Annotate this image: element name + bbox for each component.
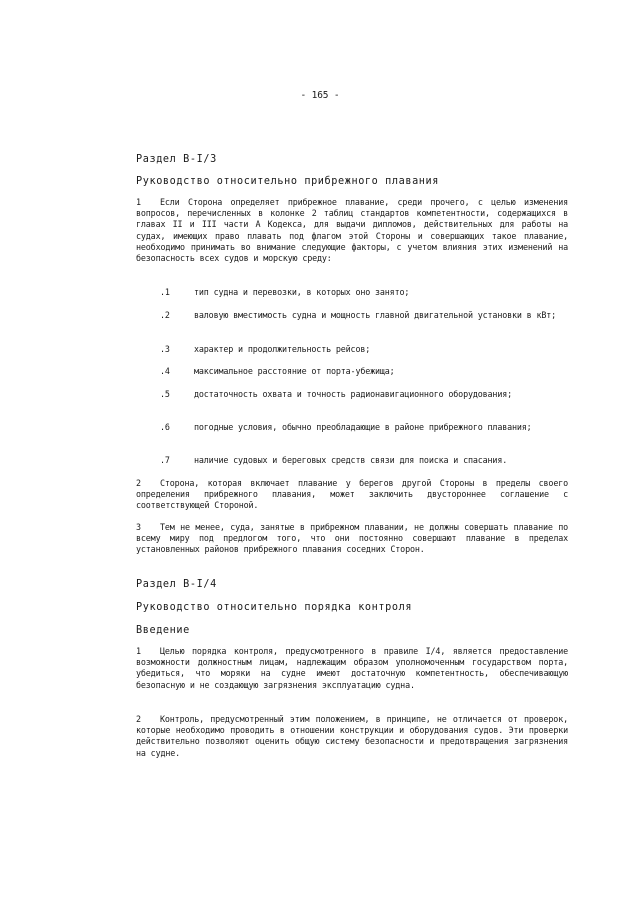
paragraph-number: 2 [136, 714, 141, 724]
page-number: - 165 - [300, 90, 340, 101]
list-item-text: тип судна и перевозки, в которых оно занято; [194, 287, 410, 297]
paragraph [136, 714, 568, 759]
list-item-text: валовую вместимость судна и мощность главной двигательной установки в кВт; [194, 310, 557, 320]
list-item-number: .3 [160, 344, 170, 354]
paragraph [136, 522, 568, 556]
paragraph-number: 1 [136, 197, 141, 207]
list-item-number: .7 [160, 455, 170, 465]
paragraph-text: Сторона, которая включает плавание у берегов другой Стороны в пределы своего определения прибрежного плавания, может заключить двустороннее соглашение с соответствующей Стороной. [136, 478, 568, 511]
list-item-text: достаточность охвата и точность радионавигационного оборудования; [194, 389, 512, 399]
section-subheading: Руководство относительно порядка контроля [136, 602, 413, 613]
list-item-number: .6 [160, 422, 170, 432]
list-item-number: .4 [160, 366, 170, 376]
paragraph-text: Если Сторона определяет прибрежное плавание, среди прочего, с целью изменения вопросов, перечисленных в колонке 2 таблиц стандартов компетентности, содержащихся в главах II и III части А Кодекса, для выдачи дипломов, действительных для работы на судах, имеющих право плавать под флагом этой Стороны и совершающих такое плавание, необходимо принимать во внимание следующие факторы, с учетом влияния этих изменений на безопасность всех судов и морскую среду: [136, 197, 568, 264]
section-heading: Раздел В-I/4 [136, 579, 217, 590]
section-heading: Раздел В-I/3 [136, 154, 217, 165]
list-item-text: погодные условия, обычно преобладающие в районе прибрежного плавания; [194, 422, 532, 432]
paragraph-number: 1 [136, 646, 141, 656]
list-item-text: наличие судовых и береговых средств связи для поиска и спасания. [194, 455, 508, 465]
paragraph-number: 2 [136, 478, 141, 488]
paragraph-text: Целью порядка контроля, предусмотренного в правиле I/4, является предоставление возможности должностным лицам, надлежащим образом уполномоченным государством порта, убедиться, что моряки на судне имеют достаточную компетентность, обеспечивающую безопасную и не создающую загрязнения эксплуатацию судна. [136, 646, 568, 690]
list-item-text: характер и продолжительность рейсов; [194, 344, 371, 354]
paragraph [136, 197, 568, 264]
paragraph [136, 646, 568, 691]
paragraph [136, 478, 568, 512]
paragraph-text: Тем не менее, суда, занятые в прибрежном плавании, не должны совершать плавание по всему миру под предлогом того, что они постоянно совершают плавание в пределах установленных районов прибрежного плавания соседних Сторон. [136, 522, 568, 555]
list-item-number: .5 [160, 389, 170, 399]
section-subheading: Руководство относительно прибрежного плавания [136, 176, 440, 187]
introduction-heading: Введение [136, 625, 190, 636]
list-item-number: .2 [160, 310, 170, 320]
list-item-number: .1 [160, 287, 170, 297]
paragraph-text: Контроль, предусмотренный этим положением, в принципе, не отличается от проверок, которые необходимо проводить в отношении конструкции и оборудования судов. Эти проверки действительно позволяют оценить общую систему безопасности и предотвращения загрязнения на судне. [136, 714, 568, 758]
paragraph-number: 3 [136, 522, 141, 532]
list-item-text: максимальное расстояние от порта-убежища; [194, 366, 395, 376]
